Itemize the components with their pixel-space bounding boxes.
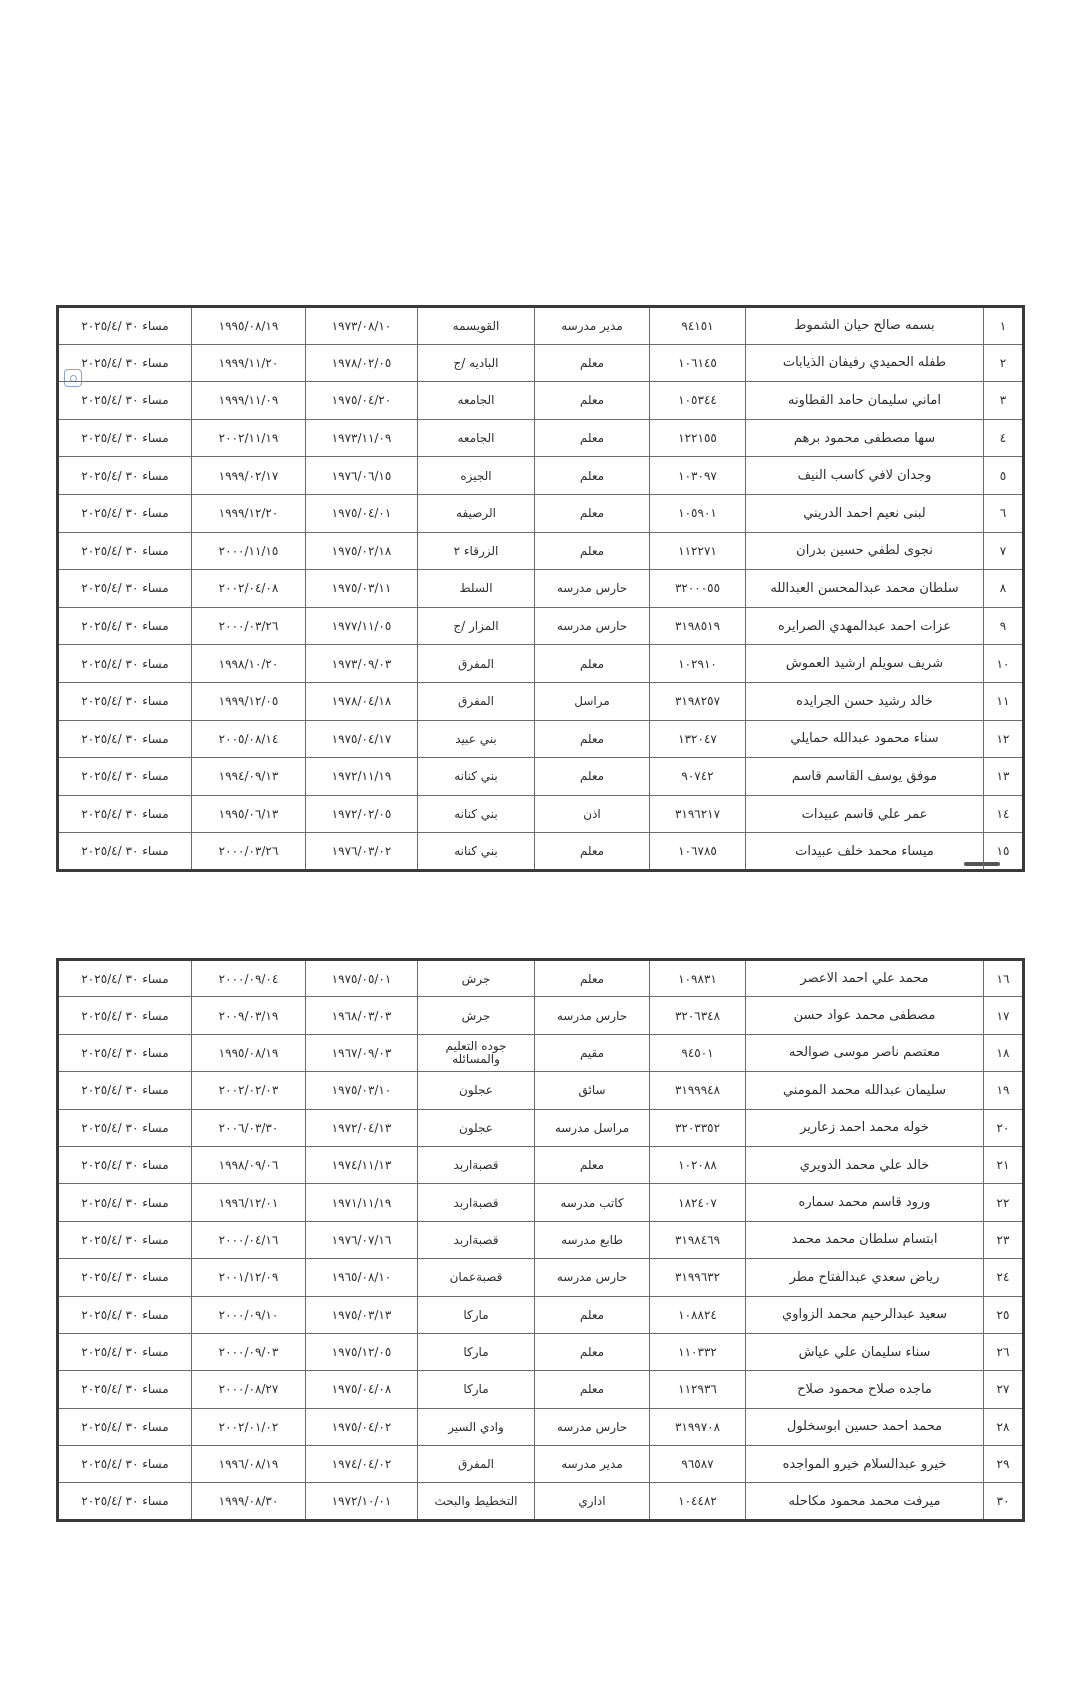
job-title-cell: اذن <box>535 795 650 833</box>
employee-id-cell: ٣١٩٦٢١٧ <box>650 795 746 833</box>
employee-name-cell: لبنى نعيم احمد الدريني <box>746 494 984 532</box>
job-title-cell: حارس مدرسه <box>535 997 650 1034</box>
appointment-date-cell: ١٩٩٩/١١/٢٠ <box>192 344 306 382</box>
employee-name-cell: محمد علي احمد الاعصر <box>746 960 984 997</box>
employee-id-cell: ٩٤٥٠١ <box>650 1034 746 1071</box>
row-number-cell: ١٧ <box>984 997 1024 1034</box>
appointment-date-cell: ١٩٩٨/١٠/٢٠ <box>192 645 306 683</box>
appointment-date-cell: ١٩٩٦/١٢/٠١ <box>192 1184 306 1221</box>
session-date-cell: مساء ٣٠ /٢٠٢٥/٤ <box>58 1146 192 1183</box>
employee-id-cell: ١٠٤٤٨٢ <box>650 1483 746 1520</box>
birth-date-cell: ١٩٧٨/٠٢/٠٥ <box>306 344 418 382</box>
table-row <box>58 1072 1024 1109</box>
employee-id-cell: ٣١٩٨٢٥٧ <box>650 682 746 720</box>
employee-name-cell: عمر علي قاسم عبيدات <box>746 795 984 833</box>
row-number-cell: ٨ <box>984 570 1024 608</box>
employee-name-cell: محمد احمد حسين ابوسخلول <box>746 1408 984 1445</box>
directorate-cell: قصبةاربد <box>418 1221 535 1258</box>
table-row <box>58 795 1024 833</box>
table-row <box>58 1146 1024 1183</box>
table-row <box>58 682 1024 720</box>
job-title-cell: مقيم <box>535 1034 650 1071</box>
job-title-cell: معلم <box>535 532 650 570</box>
employee-name-cell: معتصم ناصر موسى صوالحه <box>746 1034 984 1071</box>
table-row <box>58 1109 1024 1146</box>
job-title-cell: معلم <box>535 645 650 683</box>
table-row <box>58 419 1024 457</box>
row-number-cell: ٢١ <box>984 1146 1024 1183</box>
row-number-cell: ١١ <box>984 682 1024 720</box>
job-title-cell: معلم <box>535 1371 650 1408</box>
birth-date-cell: ١٩٧٢/١١/١٩ <box>306 758 418 796</box>
row-number-cell: ٢٨ <box>984 1408 1024 1445</box>
row-number-cell: ٣٠ <box>984 1483 1024 1520</box>
row-number-cell: ٢٤ <box>984 1259 1024 1296</box>
birth-date-cell: ١٩٧٥/٠٥/٠١ <box>306 960 418 997</box>
appointment-date-cell: ٢٠٠١/١٢/٠٩ <box>192 1259 306 1296</box>
employee-id-cell: ٩٠٧٤٢ <box>650 758 746 796</box>
row-number-cell: ١٩ <box>984 1072 1024 1109</box>
appointment-date-cell: ١٩٩٦/٠٨/١٩ <box>192 1446 306 1483</box>
employee-id-cell: ١٠٢٠٨٨ <box>650 1146 746 1183</box>
row-number-cell: ٢٣ <box>984 1221 1024 1258</box>
directorate-cell: بني عبيد <box>418 720 535 758</box>
appointment-date-cell: ٢٠٠٦/٠٣/٣٠ <box>192 1109 306 1146</box>
appointment-date-cell: ٢٠٠٩/٠٣/١٩ <box>192 997 306 1034</box>
employee-id-cell: ٣١٩٩٧٠٨ <box>650 1408 746 1445</box>
row-number-cell: ١٢ <box>984 720 1024 758</box>
employee-id-cell: ١٠٩٨٣١ <box>650 960 746 997</box>
job-title-cell: معلم <box>535 1333 650 1370</box>
appointment-date-cell: ٢٠٠٠/٠٩/٠٤ <box>192 960 306 997</box>
employee-name-cell: مصطفى محمد عواد حسن <box>746 997 984 1034</box>
row-number-cell: ١٣ <box>984 758 1024 796</box>
job-title-cell: مراسل <box>535 682 650 720</box>
employee-name-cell: ماجده صلاح محمود صلاح <box>746 1371 984 1408</box>
table-row <box>58 1446 1024 1483</box>
directorate-cell: جرش <box>418 960 535 997</box>
job-title-cell: معلم <box>535 1146 650 1183</box>
appointment-date-cell: ١٩٩٥/٠٨/١٩ <box>192 1034 306 1071</box>
employee-name-cell: سلطان محمد عبدالمحسن العبدالله <box>746 570 984 608</box>
birth-date-cell: ١٩٧٦/٠٧/١٦ <box>306 1221 418 1258</box>
row-number-cell: ٩ <box>984 607 1024 645</box>
appointment-date-cell: ٢٠٠٠/٠٩/٠٣ <box>192 1333 306 1370</box>
row-number-cell: ١٦ <box>984 960 1024 997</box>
directorate-cell: الباديه /ج <box>418 344 535 382</box>
session-date-cell: مساء ٣٠ /٢٠٢٥/٤ <box>58 532 192 570</box>
birth-date-cell: ١٩٦٧/٠٩/٠٣ <box>306 1034 418 1071</box>
employee-name-cell: وجدان لافي كاسب النيف <box>746 457 984 495</box>
row-number-cell: ١٠ <box>984 645 1024 683</box>
birth-date-cell: ١٩٧٤/٠٤/٠٢ <box>306 1446 418 1483</box>
directorate-cell: جرش <box>418 997 535 1034</box>
table-row <box>58 1034 1024 1071</box>
session-date-cell: مساء ٣٠ /٢٠٢٥/٤ <box>58 307 192 345</box>
session-date-cell: مساء ٣٠ /٢٠٢٥/٤ <box>58 1221 192 1258</box>
employee-name-cell: طفله الحميدي رفيفان الذيابات <box>746 344 984 382</box>
job-title-cell: حارس مدرسه <box>535 1408 650 1445</box>
birth-date-cell: ١٩٧٥/٠٤/٠٢ <box>306 1408 418 1445</box>
birth-date-cell: ١٩٧٧/١١/٠٥ <box>306 607 418 645</box>
birth-date-cell: ١٩٧٥/٠٤/٠١ <box>306 494 418 532</box>
job-title-cell: مراسل مدرسه <box>535 1109 650 1146</box>
employee-name-cell: خوله محمد احمد زعارير <box>746 1109 984 1146</box>
table-row <box>58 1184 1024 1221</box>
employee-id-cell: ١٠٥٩٠١ <box>650 494 746 532</box>
session-date-cell: مساء ٣٠ /٢٠٢٥/٤ <box>58 645 192 683</box>
table-row <box>58 1408 1024 1445</box>
directorate-cell: ماركا <box>418 1333 535 1370</box>
table-row <box>58 720 1024 758</box>
employee-name-cell: بسمه صالح حيان الشموط <box>746 307 984 345</box>
employee-id-cell: ١٣٢٠٤٧ <box>650 720 746 758</box>
table-row <box>58 1221 1024 1258</box>
row-number-cell: ٣ <box>984 382 1024 420</box>
appointment-date-cell: ٢٠٠٠/٠٣/٢٦ <box>192 607 306 645</box>
session-date-cell: مساء ٣٠ /٢٠٢٥/٤ <box>58 682 192 720</box>
employee-name-cell: عزات احمد عبدالمهدي الصرايره <box>746 607 984 645</box>
birth-date-cell: ١٩٧٢/٠٤/١٣ <box>306 1109 418 1146</box>
employee-table-2 <box>56 958 1025 1522</box>
appointment-date-cell: ٢٠٠٠/٠٤/١٦ <box>192 1221 306 1258</box>
directorate-cell: الجامعه <box>418 419 535 457</box>
employee-name-cell: خالد علي محمد الدويري <box>746 1146 984 1183</box>
directorate-cell: عجلون <box>418 1109 535 1146</box>
employee-id-cell: ١٨٢٤٠٧ <box>650 1184 746 1221</box>
row-number-cell: ١٤ <box>984 795 1024 833</box>
employee-name-cell: سناء محمود عبدالله حمايلي <box>746 720 984 758</box>
employee-id-cell: ١٠٨٨٢٤ <box>650 1296 746 1333</box>
table-row <box>58 1371 1024 1408</box>
birth-date-cell: ١٩٧٦/٠٦/١٥ <box>306 457 418 495</box>
job-title-cell: مدير مدرسه <box>535 307 650 345</box>
directorate-cell: القويسمه <box>418 307 535 345</box>
row-number-cell: ١ <box>984 307 1024 345</box>
employee-id-cell: ٣٢٠٣٣٥٢ <box>650 1109 746 1146</box>
birth-date-cell: ١٩٧٥/٠٤/١٧ <box>306 720 418 758</box>
session-date-cell: مساء ٣٠ /٢٠٢٥/٤ <box>58 1483 192 1520</box>
appointment-date-cell: ١٩٩٥/٠٦/١٣ <box>192 795 306 833</box>
birth-date-cell: ١٩٧٥/٠٤/٠٨ <box>306 1371 418 1408</box>
employee-id-cell: ١٠٣٠٩٧ <box>650 457 746 495</box>
employee-name-cell: ابتسام سلطان محمد محمد <box>746 1221 984 1258</box>
employee-id-cell: ١٠٦٧٨٥ <box>650 833 746 871</box>
table-row <box>58 758 1024 796</box>
employee-name-cell: موفق يوسف القاسم قاسم <box>746 758 984 796</box>
employee-name-cell: نجوى لطفي حسين بدران <box>746 532 984 570</box>
session-date-cell: مساء ٣٠ /٢٠٢٥/٤ <box>58 1408 192 1445</box>
birth-date-cell: ١٩٧٣/١١/٠٩ <box>306 419 418 457</box>
row-number-cell: ١٨ <box>984 1034 1024 1071</box>
birth-date-cell: ١٩٧٥/١٢/٠٥ <box>306 1333 418 1370</box>
directorate-cell: السلط <box>418 570 535 608</box>
job-title-cell: سائق <box>535 1072 650 1109</box>
table-row <box>58 997 1024 1034</box>
appointment-date-cell: ٢٠٠٢/٠٢/٠٣ <box>192 1072 306 1109</box>
table-row <box>58 532 1024 570</box>
job-title-cell: كاتب مدرسه <box>535 1184 650 1221</box>
directorate-cell: عجلون <box>418 1072 535 1109</box>
birth-date-cell: ١٩٧٢/١٠/٠١ <box>306 1483 418 1520</box>
session-date-cell: مساء ٣٠ /٢٠٢٥/٤ <box>58 833 192 871</box>
table-row <box>58 1296 1024 1333</box>
session-date-cell: مساء ٣٠ /٢٠٢٥/٤ <box>58 720 192 758</box>
row-number-cell: ٥ <box>984 457 1024 495</box>
employee-name-cell: خيرو عبدالسلام خيرو المواجده <box>746 1446 984 1483</box>
employee-name-cell: سعيد عبدالرحيم محمد الزواوي <box>746 1296 984 1333</box>
appointment-date-cell: ٢٠٠٠/٠٩/١٠ <box>192 1296 306 1333</box>
birth-date-cell: ١٩٧٢/٠٢/٠٥ <box>306 795 418 833</box>
table-row <box>58 607 1024 645</box>
directorate-cell: وادي السير <box>418 1408 535 1445</box>
row-number-cell: ٢٥ <box>984 1296 1024 1333</box>
table-row <box>58 645 1024 683</box>
job-title-cell: معلم <box>535 758 650 796</box>
employee-id-cell: ٩٤١٥١ <box>650 307 746 345</box>
session-date-cell: مساء ٣٠ /٢٠٢٥/٤ <box>58 607 192 645</box>
table-row <box>58 960 1024 997</box>
directorate-cell: الرصيفه <box>418 494 535 532</box>
employee-id-cell: ٣١٩٨٥١٩ <box>650 607 746 645</box>
job-title-cell: معلم <box>535 833 650 871</box>
employee-name-cell: ميرفت محمد محمود مكاحله <box>746 1483 984 1520</box>
job-title-cell: حارس مدرسه <box>535 1259 650 1296</box>
employee-id-cell: ١١٠٣٣٢ <box>650 1333 746 1370</box>
employee-id-cell: ١٠٢٩١٠ <box>650 645 746 683</box>
row-number-cell: ٢٠ <box>984 1109 1024 1146</box>
row-number-cell: ٢٧ <box>984 1371 1024 1408</box>
session-date-cell: مساء ٣٠ /٢٠٢٥/٤ <box>58 1446 192 1483</box>
employee-id-cell: ١١٢٢٧١ <box>650 532 746 570</box>
directorate-cell: المفرق <box>418 1446 535 1483</box>
job-title-cell: اداري <box>535 1483 650 1520</box>
birth-date-cell: ١٩٦٨/٠٣/٠٣ <box>306 997 418 1034</box>
session-date-cell: مساء ٣٠ /٢٠٢٥/٤ <box>58 1371 192 1408</box>
job-title-cell: حارس مدرسه <box>535 570 650 608</box>
appointment-date-cell: ٢٠٠٠/١١/١٥ <box>192 532 306 570</box>
session-date-cell: مساء ٣٠ /٢٠٢٥/٤ <box>58 1184 192 1221</box>
job-title-cell: معلم <box>535 457 650 495</box>
employee-name-cell: سناء سليمان علي عياش <box>746 1333 984 1370</box>
job-title-cell: معلم <box>535 1296 650 1333</box>
session-date-cell: مساء ٣٠ /٢٠٢٥/٤ <box>58 1072 192 1109</box>
appointment-date-cell: ١٩٩٩/٠٨/٣٠ <box>192 1483 306 1520</box>
table-row <box>58 1259 1024 1296</box>
appointment-date-cell: ٢٠٠٥/٠٨/١٤ <box>192 720 306 758</box>
session-date-cell: مساء ٣٠ /٢٠٢٥/٤ <box>58 758 192 796</box>
row-number-cell: ٦ <box>984 494 1024 532</box>
row-number-cell: ٢ <box>984 344 1024 382</box>
job-title-cell: معلم <box>535 494 650 532</box>
row-number-cell: ١٥ <box>984 833 1024 871</box>
table-row <box>58 570 1024 608</box>
employee-id-cell: ٣٢٠٦٣٤٨ <box>650 997 746 1034</box>
appointment-date-cell: ١٩٩٩/١٢/٠٥ <box>192 682 306 720</box>
session-date-cell: مساء ٣٠ /٢٠٢٥/٤ <box>58 997 192 1034</box>
directorate-cell: الجيزه <box>418 457 535 495</box>
session-date-cell: مساء ٣٠ /٢٠٢٥/٤ <box>58 1109 192 1146</box>
employee-name-cell: رياض سعدي عبدالفتاح مطر <box>746 1259 984 1296</box>
job-title-cell: معلم <box>535 720 650 758</box>
directorate-cell: قصبةعمان <box>418 1259 535 1296</box>
directorate-cell: جوده التعليم والمسائله <box>418 1034 535 1071</box>
directorate-cell: المفرق <box>418 682 535 720</box>
appointment-date-cell: ١٩٩٤/٠٩/١٣ <box>192 758 306 796</box>
session-date-cell: مساء ٣٠ /٢٠٢٥/٤ <box>58 419 192 457</box>
table-row <box>58 344 1024 382</box>
session-date-cell: مساء ٣٠ /٢٠٢٥/٤ <box>58 494 192 532</box>
directorate-cell: ماركا <box>418 1371 535 1408</box>
session-date-cell: مساء ٣٠ /٢٠٢٥/٤ <box>58 960 192 997</box>
appointment-date-cell: ١٩٩٥/٠٨/١٩ <box>192 307 306 345</box>
job-title-cell: حارس مدرسه <box>535 607 650 645</box>
birth-date-cell: ١٩٦٥/٠٨/١٠ <box>306 1259 418 1296</box>
directorate-cell: بني كنانه <box>418 758 535 796</box>
table-row <box>58 307 1024 345</box>
birth-date-cell: ١٩٧٥/٠٣/١٣ <box>306 1296 418 1333</box>
employee-id-cell: ٣١٩٨٤٦٩ <box>650 1221 746 1258</box>
job-title-cell: طابع مدرسه <box>535 1221 650 1258</box>
table-row <box>58 382 1024 420</box>
session-date-cell: مساء ٣٠ /٢٠٢٥/٤ <box>58 1296 192 1333</box>
table-row <box>58 1483 1024 1520</box>
appointment-date-cell: ٢٠٠٢/١١/١٩ <box>192 419 306 457</box>
row-number-cell: ٢٩ <box>984 1446 1024 1483</box>
session-date-cell: مساء ٣٠ /٢٠٢٥/٤ <box>58 1259 192 1296</box>
birth-date-cell: ١٩٧٨/٠٤/١٨ <box>306 682 418 720</box>
birth-date-cell: ١٩٧٣/٠٨/١٠ <box>306 307 418 345</box>
employee-id-cell: ١٠٦١٤٥ <box>650 344 746 382</box>
appointment-date-cell: ١٩٩٩/٠٢/١٧ <box>192 457 306 495</box>
employee-id-cell: ١٠٥٣٤٤ <box>650 382 746 420</box>
row-number-cell: ٢٢ <box>984 1184 1024 1221</box>
employee-name-cell: سليمان عبدالله محمد المومني <box>746 1072 984 1109</box>
session-date-cell: مساء ٣٠ /٢٠٢٥/٤ <box>58 382 192 420</box>
table-row <box>58 1333 1024 1370</box>
employee-table-1 <box>56 305 1025 872</box>
session-date-cell: مساء ٣٠ /٢٠٢٥/٤ <box>58 1034 192 1071</box>
birth-date-cell: ١٩٧٥/٠٤/٢٠ <box>306 382 418 420</box>
appointment-date-cell: ١٩٩٨/٠٩/٠٦ <box>192 1146 306 1183</box>
birth-date-cell: ١٩٧٥/٠٣/١٠ <box>306 1072 418 1109</box>
directorate-cell: المزار /ج <box>418 607 535 645</box>
appointment-date-cell: ٢٠٠٠/٠٣/٢٦ <box>192 833 306 871</box>
birth-date-cell: ١٩٧٣/٠٩/٠٣ <box>306 645 418 683</box>
employee-name-cell: اماني سليمان حامد القطاونه <box>746 382 984 420</box>
birth-date-cell: ١٩٧٦/٠٣/٠٢ <box>306 833 418 871</box>
employee-name-cell: خالد رشيد حسن الجرايده <box>746 682 984 720</box>
job-title-cell: معلم <box>535 382 650 420</box>
employee-name-cell: ورود قاسم محمد سماره <box>746 1184 984 1221</box>
directorate-cell: بني كنانه <box>418 833 535 871</box>
employee-id-cell: ١٢٢١٥٥ <box>650 419 746 457</box>
row-number-cell: ٤ <box>984 419 1024 457</box>
job-title-cell: معلم <box>535 960 650 997</box>
birth-date-cell: ١٩٧٥/٠٢/١٨ <box>306 532 418 570</box>
directorate-cell: بني كنانه <box>418 795 535 833</box>
employee-name-cell: شريف سويلم ارشيد العموش <box>746 645 984 683</box>
birth-date-cell: ١٩٧١/١١/١٩ <box>306 1184 418 1221</box>
appointment-date-cell: ١٩٩٩/١١/٠٩ <box>192 382 306 420</box>
employee-id-cell: ٣١٩٩٦٣٢ <box>650 1259 746 1296</box>
birth-date-cell: ١٩٧٥/٠٣/١١ <box>306 570 418 608</box>
appointment-date-cell: ٢٠٠٢/٠١/٠٢ <box>192 1408 306 1445</box>
directorate-cell: المفرق <box>418 645 535 683</box>
directorate-cell: الزرقاء ٢ <box>418 532 535 570</box>
directorate-cell: التخطيط والبحث <box>418 1483 535 1520</box>
birth-date-cell: ١٩٧٤/١١/١٣ <box>306 1146 418 1183</box>
job-title-cell: معلم <box>535 344 650 382</box>
session-date-cell: مساء ٣٠ /٢٠٢٥/٤ <box>58 795 192 833</box>
row-number-cell: ٧ <box>984 532 1024 570</box>
employee-id-cell: ١١٢٩٣٦ <box>650 1371 746 1408</box>
directorate-cell: قصبةاربد <box>418 1184 535 1221</box>
employee-name-cell: سها مصطفى محمود برهم <box>746 419 984 457</box>
appointment-date-cell: ٢٠٠٠/٠٨/٢٧ <box>192 1371 306 1408</box>
row-number-cell: ٢٦ <box>984 1333 1024 1370</box>
table-row <box>58 457 1024 495</box>
employee-id-cell: ٣١٩٩٩٤٨ <box>650 1072 746 1109</box>
employee-name-cell: ميساء محمد خلف عبيدات <box>746 833 984 871</box>
employee-id-cell: ٣٢٠٠٠٥٥ <box>650 570 746 608</box>
job-title-cell: مدير مدرسه <box>535 1446 650 1483</box>
job-title-cell: معلم <box>535 419 650 457</box>
directorate-cell: قصبةاربد <box>418 1146 535 1183</box>
table-row <box>58 833 1024 871</box>
session-date-cell: مساء ٣٠ /٢٠٢٥/٤ <box>58 570 192 608</box>
employee-id-cell: ٩٦٥٨٧ <box>650 1446 746 1483</box>
appointment-date-cell: ٢٠٠٢/٠٤/٠٨ <box>192 570 306 608</box>
appointment-date-cell: ١٩٩٩/١٢/٢٠ <box>192 494 306 532</box>
table-row <box>58 494 1024 532</box>
directorate-cell: ماركا <box>418 1296 535 1333</box>
session-date-cell: مساء ٣٠ /٢٠٢٥/٤ <box>58 1333 192 1370</box>
directorate-cell: الجامعه <box>418 382 535 420</box>
session-date-cell: مساء ٣٠ /٢٠٢٥/٤ <box>58 457 192 495</box>
session-date-cell: مساء ٣٠ /٢٠٢٥/٤ <box>58 344 192 382</box>
